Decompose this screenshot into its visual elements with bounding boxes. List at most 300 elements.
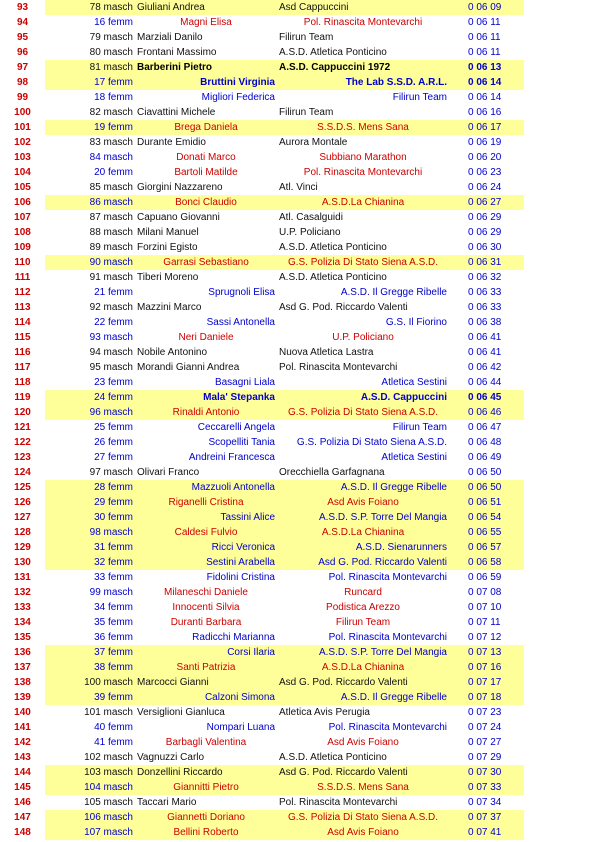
athlete-name-cell: Giorgini Nazzareno bbox=[137, 182, 223, 193]
category-cell: 27 femm bbox=[94, 452, 133, 463]
athlete-name-cell: Bonci Claudio bbox=[175, 197, 237, 208]
table-row bbox=[0, 30, 603, 45]
athlete-name-cell: Morandi Gianni Andrea bbox=[137, 362, 240, 373]
table-row bbox=[0, 615, 603, 630]
category-cell: 98 masch bbox=[89, 527, 133, 538]
time-cell: 0 06 14 bbox=[468, 77, 502, 88]
team-cell: Filirun Team bbox=[392, 92, 447, 103]
position-cell: 98 bbox=[16, 77, 29, 88]
position-cell: 143 bbox=[14, 752, 31, 763]
time-cell: 0 06 29 bbox=[468, 227, 502, 238]
time-cell: 0 07 12 bbox=[468, 632, 502, 643]
team-cell: Asd G. Pod. Riccardo Valenti bbox=[279, 302, 408, 313]
team-cell: S.S.D.S. Mens Sana bbox=[317, 122, 409, 133]
table-row bbox=[0, 165, 603, 180]
athlete-name-cell: Rinaldi Antonio bbox=[172, 407, 240, 418]
team-cell: Filirun Team bbox=[279, 32, 334, 43]
team-cell: Pol. Rinascita Montevarchi bbox=[328, 632, 447, 643]
position-cell: 95 bbox=[16, 32, 29, 43]
position-cell: 148 bbox=[14, 827, 31, 838]
time-cell: 0 06 09 bbox=[468, 2, 502, 13]
time-cell: 0 07 13 bbox=[468, 647, 502, 658]
athlete-name-cell: Marcocci Gianni bbox=[137, 677, 209, 688]
team-cell: A.S.D.La Chianina bbox=[321, 527, 405, 538]
category-cell: 41 femm bbox=[94, 737, 133, 748]
time-cell: 0 06 47 bbox=[468, 422, 502, 433]
category-cell: 20 femm bbox=[94, 167, 133, 178]
category-cell: 105 masch bbox=[84, 797, 133, 808]
category-cell: 31 femm bbox=[94, 542, 133, 553]
table-row bbox=[0, 510, 603, 525]
athlete-name-cell: Mazzini Marco bbox=[137, 302, 202, 313]
position-cell: 138 bbox=[14, 677, 31, 688]
athlete-name-cell: Caldesi Fulvio bbox=[174, 527, 238, 538]
position-cell: 132 bbox=[14, 587, 31, 598]
table-row bbox=[0, 555, 603, 570]
team-cell: A.S.D. Atletica Ponticino bbox=[279, 47, 387, 58]
table-row bbox=[0, 765, 603, 780]
time-cell: 0 07 41 bbox=[468, 827, 502, 838]
position-cell: 124 bbox=[14, 467, 31, 478]
time-cell: 0 07 16 bbox=[468, 662, 502, 673]
table-row bbox=[0, 15, 603, 30]
position-cell: 121 bbox=[14, 422, 31, 433]
athlete-name-cell: Bruttini Virginia bbox=[200, 77, 275, 88]
position-cell: 133 bbox=[14, 602, 31, 613]
table-row bbox=[0, 645, 603, 660]
time-cell: 0 06 11 bbox=[468, 17, 501, 28]
time-cell: 0 06 42 bbox=[468, 362, 502, 373]
table-row bbox=[0, 720, 603, 735]
team-cell: The Lab S.S.D. A.R.L. bbox=[345, 77, 447, 88]
category-cell: 99 masch bbox=[89, 587, 133, 598]
category-cell: 25 femm bbox=[94, 422, 133, 433]
athlete-name-cell: Barbagli Valentina bbox=[165, 737, 247, 748]
position-cell: 102 bbox=[14, 137, 31, 148]
athlete-name-cell: Innocenti Silvia bbox=[172, 602, 240, 613]
table-row bbox=[0, 450, 603, 465]
time-cell: 0 07 30 bbox=[468, 767, 502, 778]
time-cell: 0 06 16 bbox=[468, 107, 502, 118]
category-cell: 34 femm bbox=[94, 602, 133, 613]
category-cell: 86 masch bbox=[89, 197, 133, 208]
position-cell: 134 bbox=[14, 617, 31, 628]
table-row bbox=[0, 735, 603, 750]
athlete-name-cell: Giuliani Andrea bbox=[137, 2, 205, 13]
position-cell: 113 bbox=[14, 302, 31, 313]
position-cell: 117 bbox=[14, 362, 31, 373]
team-cell: Pol. Rinascita Montevarchi bbox=[328, 572, 447, 583]
time-cell: 0 06 23 bbox=[468, 167, 502, 178]
position-cell: 136 bbox=[14, 647, 31, 658]
table-row bbox=[0, 225, 603, 240]
time-cell: 0 06 32 bbox=[468, 272, 502, 283]
team-cell: Filirun Team bbox=[279, 107, 334, 118]
position-cell: 96 bbox=[16, 47, 29, 58]
position-cell: 107 bbox=[14, 212, 31, 223]
table-row bbox=[0, 285, 603, 300]
position-cell: 97 bbox=[16, 62, 29, 73]
table-row bbox=[0, 480, 603, 495]
time-cell: 0 07 10 bbox=[468, 602, 502, 613]
table-row bbox=[0, 135, 603, 150]
team-cell: U.P. Policiano bbox=[279, 227, 341, 238]
table-row bbox=[0, 90, 603, 105]
position-cell: 120 bbox=[14, 407, 31, 418]
athlete-name-cell: Fidolini Cristina bbox=[206, 572, 275, 583]
table-row bbox=[0, 240, 603, 255]
position-cell: 108 bbox=[14, 227, 31, 238]
time-cell: 0 06 41 bbox=[468, 347, 502, 358]
athlete-name-cell: Taccari Mario bbox=[137, 797, 197, 808]
category-cell: 87 masch bbox=[89, 212, 133, 223]
category-cell: 104 masch bbox=[84, 782, 133, 793]
table-row bbox=[0, 660, 603, 675]
team-cell: Pol. Rinascita Montevarchi bbox=[303, 167, 423, 178]
time-cell: 0 06 46 bbox=[468, 407, 502, 418]
table-row bbox=[0, 465, 603, 480]
time-cell: 0 06 44 bbox=[468, 377, 502, 388]
position-cell: 119 bbox=[14, 392, 31, 403]
position-cell: 140 bbox=[14, 707, 31, 718]
category-cell: 93 masch bbox=[89, 332, 133, 343]
athlete-name-cell: Corsi Ilaria bbox=[227, 647, 275, 658]
position-cell: 122 bbox=[14, 437, 31, 448]
team-cell: Pol. Rinascita Montevarchi bbox=[279, 362, 398, 373]
table-row bbox=[0, 570, 603, 585]
position-cell: 114 bbox=[14, 317, 31, 328]
category-cell: 22 femm bbox=[94, 317, 133, 328]
category-cell: 37 femm bbox=[94, 647, 133, 658]
athlete-name-cell: Ceccarelli Angela bbox=[197, 422, 275, 433]
time-cell: 0 06 17 bbox=[468, 122, 502, 133]
team-cell: Pol. Rinascita Montevarchi bbox=[303, 17, 423, 28]
time-cell: 0 06 41 bbox=[468, 332, 502, 343]
position-cell: 105 bbox=[14, 182, 31, 193]
team-cell: Orecchiella Garfagnana bbox=[279, 467, 385, 478]
athlete-name-cell: Giannetti Doriano bbox=[167, 812, 245, 823]
team-cell: U.P. Policiano bbox=[332, 332, 394, 343]
table-row bbox=[0, 585, 603, 600]
athlete-name-cell: Basagni Liala bbox=[214, 377, 275, 388]
position-cell: 118 bbox=[14, 377, 31, 388]
table-row bbox=[0, 345, 603, 360]
time-cell: 0 07 29 bbox=[468, 752, 502, 763]
athlete-name-cell: Vagnuzzi Carlo bbox=[137, 752, 205, 763]
table-row bbox=[0, 315, 603, 330]
team-cell: Asd Avis Foiano bbox=[327, 827, 399, 838]
table-row bbox=[0, 150, 603, 165]
table-row bbox=[0, 270, 603, 285]
athlete-name-cell: Garrasi Sebastiano bbox=[163, 257, 249, 268]
time-cell: 0 06 33 bbox=[468, 302, 502, 313]
athlete-name-cell: Sestini Arabella bbox=[206, 557, 275, 568]
category-cell: 101 masch bbox=[84, 707, 133, 718]
athlete-name-cell: Tassini Alice bbox=[220, 512, 275, 523]
category-cell: 88 masch bbox=[89, 227, 133, 238]
athlete-name-cell: Giannitti Pietro bbox=[173, 782, 239, 793]
table-row bbox=[0, 780, 603, 795]
team-cell: Runcard bbox=[344, 587, 382, 598]
team-cell: Asd G. Pod. Riccardo Valenti bbox=[279, 677, 408, 688]
category-cell: 33 femm bbox=[94, 572, 133, 583]
table-row bbox=[0, 105, 603, 120]
table-row bbox=[0, 705, 603, 720]
position-cell: 101 bbox=[14, 122, 31, 133]
athlete-name-cell: Tiberi Moreno bbox=[137, 272, 199, 283]
table-row bbox=[0, 360, 603, 375]
time-cell: 0 07 24 bbox=[468, 722, 502, 733]
time-cell: 0 06 45 bbox=[468, 392, 502, 403]
table-row bbox=[0, 750, 603, 765]
team-cell: Aurora Montale bbox=[279, 137, 348, 148]
athlete-name-cell: Mazzuoli Antonella bbox=[191, 482, 275, 493]
time-cell: 0 07 23 bbox=[468, 707, 502, 718]
category-cell: 39 femm bbox=[94, 692, 133, 703]
table-row bbox=[0, 795, 603, 810]
position-cell: 141 bbox=[14, 722, 31, 733]
time-cell: 0 06 31 bbox=[468, 257, 502, 268]
position-cell: 139 bbox=[14, 692, 31, 703]
category-cell: 17 femm bbox=[94, 77, 133, 88]
athlete-name-cell: Olivari Franco bbox=[137, 467, 200, 478]
time-cell: 0 06 19 bbox=[468, 137, 502, 148]
athlete-name-cell: Durante Emidio bbox=[137, 137, 206, 148]
category-cell: 78 masch bbox=[89, 2, 133, 13]
team-cell: Atl. Vinci bbox=[279, 182, 318, 193]
position-cell: 126 bbox=[14, 497, 31, 508]
table-row bbox=[0, 495, 603, 510]
team-cell: Atletica Sestini bbox=[381, 452, 447, 463]
category-cell: 97 masch bbox=[89, 467, 133, 478]
time-cell: 0 06 20 bbox=[468, 152, 502, 163]
team-cell: A.S.D. S.P. Torre Del Mangia bbox=[318, 647, 447, 658]
category-cell: 21 femm bbox=[94, 287, 133, 298]
time-cell: 0 06 30 bbox=[468, 242, 502, 253]
time-cell: 0 06 57 bbox=[468, 542, 502, 553]
category-cell: 100 masch bbox=[84, 677, 133, 688]
athlete-name-cell: Milani Manuel bbox=[137, 227, 199, 238]
category-cell: 32 femm bbox=[94, 557, 133, 568]
team-cell: A.S.D. Il Gregge Ribelle bbox=[340, 692, 447, 703]
team-cell: A.S.D. S.P. Torre Del Mangia bbox=[318, 512, 447, 523]
category-cell: 35 femm bbox=[94, 617, 133, 628]
athlete-name-cell: Radicchi Marianna bbox=[192, 632, 275, 643]
athlete-name-cell: Ricci Veronica bbox=[211, 542, 275, 553]
position-cell: 110 bbox=[14, 257, 31, 268]
table-row bbox=[0, 75, 603, 90]
time-cell: 0 06 29 bbox=[468, 212, 502, 223]
category-cell: 96 masch bbox=[89, 407, 133, 418]
position-cell: 127 bbox=[14, 512, 31, 523]
athlete-name-cell: Donzellini Riccardo bbox=[137, 767, 223, 778]
position-cell: 100 bbox=[14, 107, 31, 118]
category-cell: 81 masch bbox=[89, 62, 133, 73]
position-cell: 142 bbox=[14, 737, 31, 748]
category-cell: 91 masch bbox=[89, 272, 133, 283]
table-row bbox=[0, 195, 603, 210]
athlete-name-cell: Frontani Massimo bbox=[137, 47, 217, 58]
position-cell: 129 bbox=[14, 542, 31, 553]
athlete-name-cell: Ciavattini Michele bbox=[137, 107, 216, 118]
athlete-name-cell: Nompari Luana bbox=[206, 722, 275, 733]
team-cell: Filirun Team bbox=[392, 422, 447, 433]
athlete-name-cell: Capuano Giovanni bbox=[137, 212, 220, 223]
category-cell: 102 masch bbox=[84, 752, 133, 763]
athlete-name-cell: Nobile Antonino bbox=[137, 347, 208, 358]
team-cell: Asd Cappuccini bbox=[279, 2, 349, 13]
table-row bbox=[0, 600, 603, 615]
team-cell: A.S.D. Il Gregge Ribelle bbox=[340, 287, 447, 298]
position-cell: 145 bbox=[14, 782, 31, 793]
time-cell: 0 06 14 bbox=[468, 92, 502, 103]
time-cell: 0 06 59 bbox=[468, 572, 502, 583]
category-cell: 79 masch bbox=[89, 32, 133, 43]
position-cell: 137 bbox=[14, 662, 31, 673]
category-cell: 16 femm bbox=[94, 17, 133, 28]
position-cell: 93 bbox=[16, 2, 29, 13]
table-row bbox=[0, 210, 603, 225]
athlete-name-cell: Bellini Roberto bbox=[173, 827, 239, 838]
position-cell: 115 bbox=[14, 332, 31, 343]
team-cell: Asd G. Pod. Riccardo Valenti bbox=[279, 767, 408, 778]
table-row bbox=[0, 420, 603, 435]
category-cell: 23 femm bbox=[94, 377, 133, 388]
table-row bbox=[0, 630, 603, 645]
category-cell: 18 femm bbox=[94, 92, 133, 103]
athlete-name-cell: Mala' Stepanka bbox=[203, 392, 275, 403]
position-cell: 94 bbox=[16, 17, 29, 28]
team-cell: Pol. Rinascita Montevarchi bbox=[279, 797, 398, 808]
table-row bbox=[0, 180, 603, 195]
position-cell: 111 bbox=[14, 272, 31, 283]
category-cell: 19 femm bbox=[94, 122, 133, 133]
team-cell: A.S.D. Atletica Ponticino bbox=[279, 272, 387, 283]
table-row bbox=[0, 60, 603, 75]
team-cell: Asd G. Pod. Riccardo Valenti bbox=[318, 557, 447, 568]
athlete-name-cell: Brega Daniela bbox=[174, 122, 238, 133]
time-cell: 0 06 13 bbox=[468, 62, 502, 73]
team-cell: G.S. Polizia Di Stato Siena A.S.D. bbox=[287, 812, 439, 823]
table-row bbox=[0, 255, 603, 270]
time-cell: 0 07 27 bbox=[468, 737, 502, 748]
category-cell: 94 masch bbox=[89, 347, 133, 358]
athlete-name-cell: Bartoli Matilde bbox=[174, 167, 238, 178]
position-cell: 130 bbox=[14, 557, 31, 568]
team-cell: Nuova Atletica Lastra bbox=[279, 347, 374, 358]
table-row bbox=[0, 45, 603, 60]
category-cell: 90 masch bbox=[89, 257, 133, 268]
time-cell: 0 06 58 bbox=[468, 557, 502, 568]
time-cell: 0 06 27 bbox=[468, 197, 502, 208]
position-cell: 116 bbox=[14, 347, 31, 358]
table-row bbox=[0, 675, 603, 690]
position-cell: 128 bbox=[14, 527, 31, 538]
time-cell: 0 07 34 bbox=[468, 797, 502, 808]
athlete-name-cell: Forzini Egisto bbox=[137, 242, 198, 253]
athlete-name-cell: Andreini Francesca bbox=[188, 452, 275, 463]
table-row bbox=[0, 390, 603, 405]
athlete-name-cell: Donati Marco bbox=[176, 152, 236, 163]
category-cell: 24 femm bbox=[94, 392, 133, 403]
time-cell: 0 07 33 bbox=[468, 782, 502, 793]
category-cell: 36 femm bbox=[94, 632, 133, 643]
athlete-name-cell: Milaneschi Daniele bbox=[164, 587, 248, 598]
category-cell: 80 masch bbox=[89, 47, 133, 58]
time-cell: 0 07 37 bbox=[468, 812, 502, 823]
category-cell: 84 masch bbox=[89, 152, 133, 163]
team-cell: S.S.D.S. Mens Sana bbox=[317, 782, 409, 793]
team-cell: A.S.D.La Chianina bbox=[321, 197, 405, 208]
table-row bbox=[0, 300, 603, 315]
athlete-name-cell: Sassi Antonella bbox=[206, 317, 275, 328]
team-cell: A.S.D. Cappuccini bbox=[360, 392, 447, 403]
athlete-name-cell: Riganelli Cristina bbox=[168, 497, 244, 508]
category-cell: 30 femm bbox=[94, 512, 133, 523]
table-row bbox=[0, 330, 603, 345]
team-cell: A.S.D. Atletica Ponticino bbox=[279, 242, 387, 253]
position-cell: 99 bbox=[16, 92, 29, 103]
category-cell: 82 masch bbox=[89, 107, 133, 118]
team-cell: Asd Avis Foiano bbox=[327, 737, 399, 748]
time-cell: 0 06 48 bbox=[468, 437, 502, 448]
category-cell: 106 masch bbox=[84, 812, 133, 823]
time-cell: 0 06 55 bbox=[468, 527, 502, 538]
category-cell: 92 masch bbox=[89, 302, 133, 313]
category-cell: 28 femm bbox=[94, 482, 133, 493]
athlete-name-cell: Magni Elisa bbox=[180, 17, 232, 28]
team-cell: Atl. Casalguidi bbox=[279, 212, 343, 223]
position-cell: 146 bbox=[14, 797, 31, 808]
team-cell: Podistica Arezzo bbox=[326, 602, 400, 613]
category-cell: 89 masch bbox=[89, 242, 133, 253]
time-cell: 0 06 49 bbox=[468, 452, 502, 463]
athlete-name-cell: Calzoni Simona bbox=[204, 692, 275, 703]
time-cell: 0 06 11 bbox=[468, 47, 501, 58]
position-cell: 106 bbox=[14, 197, 31, 208]
category-cell: 83 masch bbox=[89, 137, 133, 148]
team-cell: A.S.D. Atletica Ponticino bbox=[279, 752, 387, 763]
position-cell: 104 bbox=[14, 167, 31, 178]
position-cell: 109 bbox=[14, 242, 31, 253]
table-row bbox=[0, 690, 603, 705]
team-cell: Atletica Sestini bbox=[381, 377, 447, 388]
table-row bbox=[0, 540, 603, 555]
category-cell: 26 femm bbox=[94, 437, 133, 448]
position-cell: 147 bbox=[14, 812, 31, 823]
time-cell: 0 07 18 bbox=[468, 692, 502, 703]
team-cell: G.S. Il Fiorino bbox=[385, 317, 447, 328]
time-cell: 0 06 50 bbox=[468, 467, 502, 478]
time-cell: 0 06 24 bbox=[468, 182, 502, 193]
team-cell: A.S.D.La Chianina bbox=[321, 662, 405, 673]
category-cell: 29 femm bbox=[94, 497, 133, 508]
team-cell: Atletica Avis Perugia bbox=[279, 707, 370, 718]
team-cell: Asd Avis Foiano bbox=[327, 497, 399, 508]
position-cell: 131 bbox=[14, 572, 31, 583]
team-cell: G.S. Polizia Di Stato Siena A.S.D. bbox=[287, 407, 439, 418]
table-row bbox=[0, 435, 603, 450]
team-cell: G.S. Polizia Di Stato Siena A.S.D. bbox=[287, 257, 439, 268]
time-cell: 0 07 08 bbox=[468, 587, 502, 598]
athlete-name-cell: Santi Patrizia bbox=[176, 662, 236, 673]
time-cell: 0 06 33 bbox=[468, 287, 502, 298]
athlete-name-cell: Barberini Pietro bbox=[137, 62, 213, 73]
time-cell: 0 07 17 bbox=[468, 677, 502, 688]
table-row bbox=[0, 405, 603, 420]
category-cell: 103 masch bbox=[84, 767, 133, 778]
position-cell: 125 bbox=[14, 482, 31, 493]
